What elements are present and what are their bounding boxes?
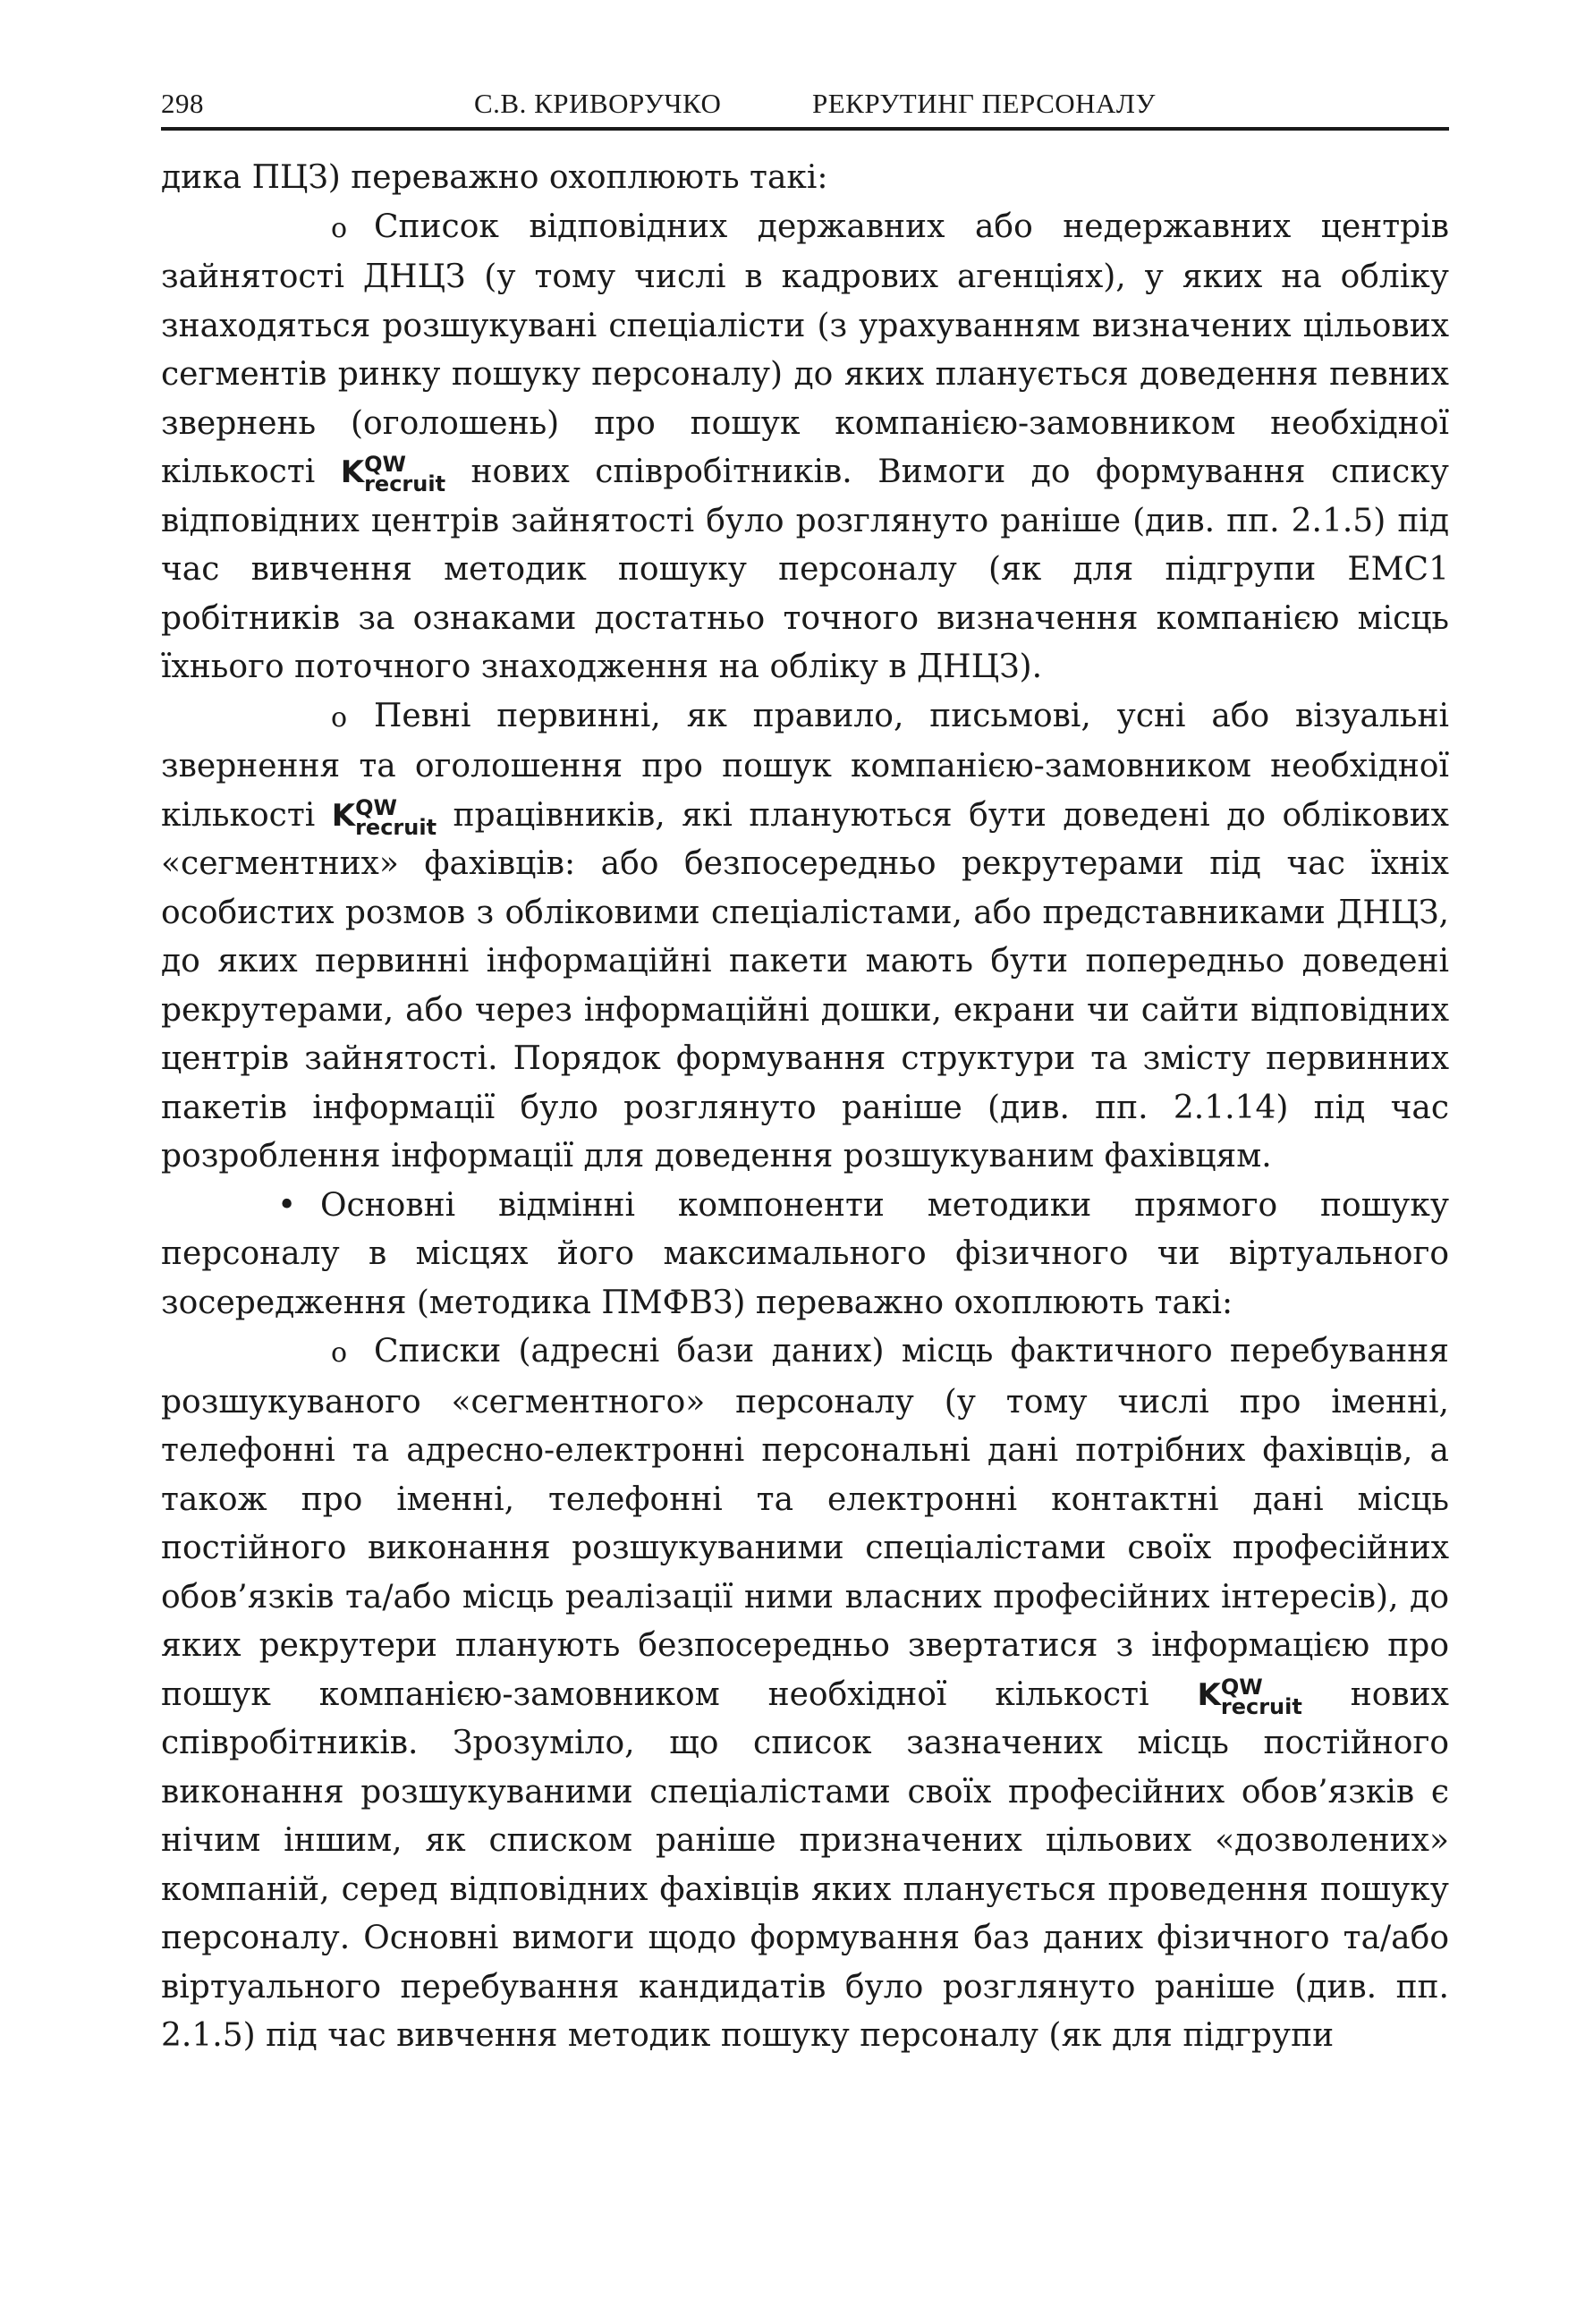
bullet-paragraph-pmfvz [161, 1182, 1449, 1328]
list-item-text: працівників, які плануються бути доведені до облікових «сегментних» фахівців: або безпосередньо рекрутерами під час їхніх особистих розмов з обліковими спеціалістами, або представниками ДНЦЗ, до яких первинні інформаційні пакети мають бути попередньо доведені рекрутерами, або через інформаційні дошки, екрани чи сайти відповідних центрів зайнятості. Порядок формування структури та змісту первинних пакетів інформації було розглянуто раніше (див. пп. 2.1.14) під час розроблення інформації для доведення розшукуваним фахівцям. [161, 796, 1449, 1175]
formula-base: K [1197, 1676, 1221, 1713]
formula-k-recruit [340, 452, 446, 496]
list-item-text: нових співробітників. Зрозуміло, що список зазначених місць постійного виконання розшукуваними спеціалістами своїх професійних обов’язків є нічим іншим, як списком раніше призначених цільових «дозволених» компаній, серед відповідних фахівців яких планується проведення пошуку персоналу. Основні вимоги щодо формування баз даних фізичного та/або віртуального перебування кандидатів було розглянуто раніше (див. пп. 2.1.5) під час вивчення методик пошуку персоналу (як для підгрупи [161, 1675, 1449, 2054]
formula-superscript: QW [364, 452, 406, 477]
body-text [161, 154, 1449, 2061]
circle-bullet-icon: o [331, 701, 348, 734]
running-header [161, 82, 1449, 131]
bullet-text: Основні відмінні компоненти методики прямого пошуку персоналу в місцях його максимального фізичного чи віртуального зосередження (методика ПМФВЗ) переважно охоплюють такі: [161, 1186, 1449, 1321]
formula-superscript: QW [355, 794, 397, 820]
bullet-dot-icon: • [277, 1186, 297, 1224]
formula-base: K [340, 454, 365, 490]
formula-subscript: recruit [1220, 1693, 1302, 1719]
formula-k-recruit [1197, 1674, 1302, 1719]
formula-k-recruit [331, 794, 437, 840]
list-item-employment-centers [161, 203, 1449, 692]
list-item-text: Список відповідних державних або недержавних центрів зайнятості ДНЦЗ (у тому числі в кадрових агенціях), у яких на обліку знаходяться розшукувані спеціалісти (з урахуванням визначених цільових сегментів ринку пошуку персоналу) до яких планується доведення певних звернень (оголошень) про пошук компанією-замовником необхідної кількості [161, 208, 1449, 490]
page-number: 298 [161, 88, 204, 119]
formula-base: K [331, 797, 356, 834]
list-item-text: Списки (адресні бази даних) місць фактичного перебування розшукуваного «сегментного» персоналу (у тому числі про іменні, телефонні та адресно-електронні персональні дані потрібних фахівців, а також про іменні, телефонні та електронні контактні дані місць постійного виконання розшукуваними спеціалістами своїх професійних обов’язків та/або місць реалізації ними власних професійних інтересів), до яких рекрутери планують безпосередньо звертатися з інформацією про пошук компанією-замовником необхідної кількості [161, 1333, 1449, 1713]
circle-bullet-icon: o [331, 212, 348, 244]
formula-subscript: recruit [355, 814, 437, 840]
list-item-address-databases [161, 1327, 1449, 2061]
header-book-title: РЕКРУТИНГ ПЕРСОНАЛУ [812, 88, 1156, 119]
formula-superscript: QW [1220, 1674, 1263, 1700]
formula-subscript: recruit [364, 471, 446, 496]
list-item-text: нових співробітників. Вимоги до формування списку відповідних центрів зайнятості було розглянуто раніше (див. пп. 2.1.5) під час вивчення методик пошуку персоналу (як для підгрупи ЕМС1 робітників за ознаками достатньо точного визначення компанією місць їхнього поточного знаходження на обліку в ДНЦЗ). [161, 454, 1449, 685]
list-item-text: Певні первинні, як правило, письмові, усні або візуальні звернення та оголошення про пошук компанією-замовником необхідної кількості [161, 697, 1449, 834]
circle-bullet-icon: o [331, 1337, 348, 1369]
header-author: С.В. КРИВОРУЧКО [474, 88, 722, 119]
list-item-initial-announcements [161, 692, 1449, 1182]
book-page [161, 82, 1449, 2265]
paragraph-continuation: дика ПЦЗ) переважно охоплюють такі: [161, 159, 828, 196]
